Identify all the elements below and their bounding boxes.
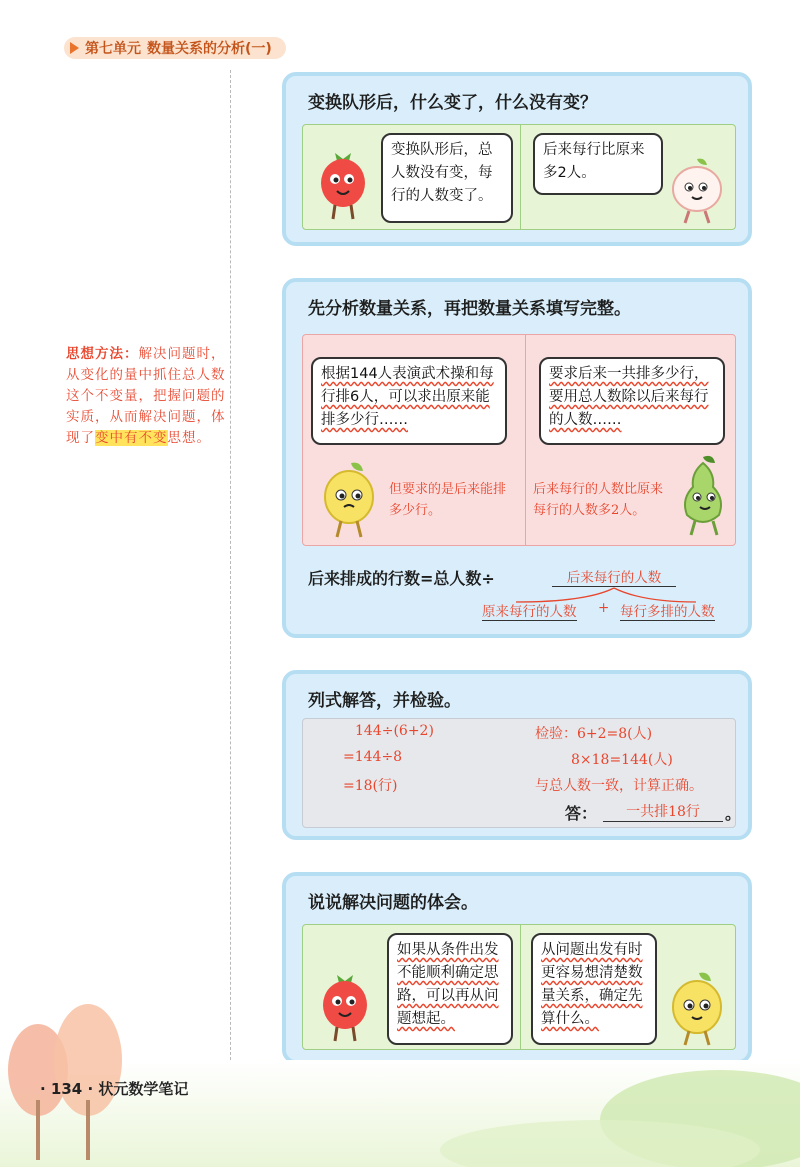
branch-right: 每行多排的人数 <box>620 600 715 621</box>
calc-line-3: =18(行) <box>343 778 398 794</box>
unit-title: 数量关系的分析(一) <box>147 41 272 57</box>
card2-right-bubble <box>539 357 725 445</box>
method-text-end: 思想。 <box>167 430 211 446</box>
pear-character-icon <box>673 453 733 539</box>
card2-title: 先分析数量关系，再把数量关系填写完整。 <box>308 299 631 319</box>
card1-title: 变换队形后，什么变了，什么没有变？ <box>308 93 597 113</box>
book-title: 状元数学笔记 <box>98 1080 189 1098</box>
check-line-1: 检验：6+2=8(人) <box>535 726 653 742</box>
card2-panel <box>302 334 736 546</box>
question-card-2 <box>282 278 752 638</box>
method-label: 思想方法： <box>66 346 139 362</box>
card4-right-bubble-text: 从问题出发有时更容易想清楚数量关系，确定先算什么。 <box>541 942 643 1027</box>
margin-divider <box>230 70 231 1080</box>
card2-left-bubble <box>311 357 507 445</box>
card2-left-note: 但要求的是后来能排多少行。 <box>389 482 507 518</box>
strawberry-character-icon <box>313 147 373 223</box>
question-card-3 <box>282 670 752 840</box>
card2-left-bubble-text: 根据144人表演武术操和每行排6人，可以求出原来能排多少行…… <box>321 366 494 428</box>
card2-right-note: 后来每行的人数比原来每行的人数多2人。 <box>533 482 664 518</box>
card1-panel <box>302 124 736 230</box>
card3-panel <box>302 718 742 828</box>
answer-label: 答： <box>565 804 598 823</box>
calc-line-2: =144÷8 <box>343 749 403 765</box>
method-text: 解决问题时，从变化的量中抓住总人数这个不变量，把握问题的实质，从而解决问题，体现了 <box>66 346 226 446</box>
check-line-3: 与总人数一致，计算正确。 <box>535 778 703 794</box>
chapter-header <box>64 37 286 59</box>
arrow-icon <box>70 42 79 54</box>
card2-right-bubble-text: 要求后来一共排多少行，要用总人数除以后来每行的人数…… <box>549 366 709 428</box>
method-note <box>66 344 230 449</box>
answer-text: 一共排18行 <box>603 801 723 822</box>
lemon-character-icon <box>317 459 381 541</box>
card1-right-bubble: 后来每行比原来多2人。 <box>533 133 663 195</box>
calc-line-1: 144÷(6+2) <box>355 723 434 739</box>
method-highlight: 变中有不变 <box>95 430 168 446</box>
card3-title: 列式解答，并检验。 <box>308 691 461 711</box>
card4-left-bubble-text: 如果从条件出发不能顺利确定思路，可以再从问题想起。 <box>397 942 499 1027</box>
formula-prefix: 后来排成的行数=总人数÷ <box>308 569 495 588</box>
card1-left-bubble: 变换队形后，总人数没有变，每行的人数变了。 <box>381 133 513 223</box>
panel-divider <box>525 335 526 545</box>
branch-plus: + <box>598 600 610 616</box>
question-card-1 <box>282 72 752 246</box>
page-footer <box>40 1078 188 1099</box>
formula-blank: 后来每行的人数 <box>552 566 676 587</box>
panel-divider <box>520 125 521 229</box>
peach-character-icon <box>665 155 729 227</box>
unit-label: 第七单元 <box>85 41 141 57</box>
answer-end: 。 <box>725 804 742 823</box>
page-number: · 134 · <box>40 1080 94 1098</box>
card4-title: 说说解决问题的体会。 <box>308 893 478 913</box>
check-line-2: 8×18=144(人) <box>571 752 673 768</box>
branch-left: 原来每行的人数 <box>482 600 577 621</box>
